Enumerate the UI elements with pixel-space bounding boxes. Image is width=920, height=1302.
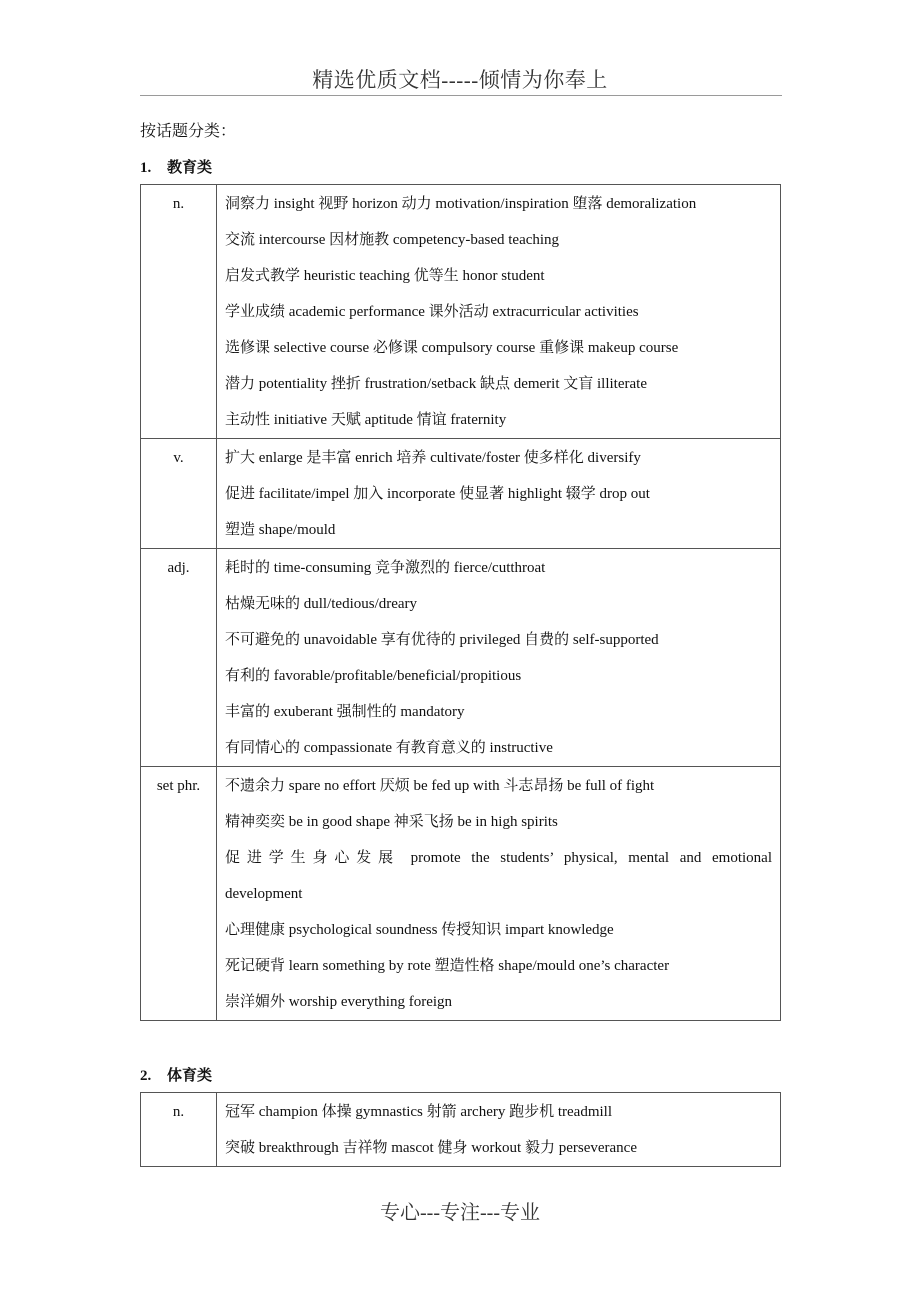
vocab-line: 洞察力 insight 视野 horizon 动力 motivation/inspiration 堕落 demoralization [225,196,697,212]
vocab-cell [217,1093,781,1167]
part-of-speech: set phr. [141,767,217,1021]
vocab-line: 交流 intercourse 因材施教 competency-based teaching [225,232,560,248]
vocab-line: 崇洋媚外 worship everything foreign [225,994,453,1010]
vocab-line: 耗时的 time-consuming 竞争激烈的 fierce/cutthroat [225,560,546,576]
vocab-line: 枯燥无味的 dull/tedious/dreary [225,596,418,612]
vocab-line: 精神奕奕 be in good shape 神采飞扬 be in high spirits [225,814,558,830]
vocab-line: 扩大 enlarge 是丰富 enrich 培养 cultivate/foster 使多样化 diversify [225,450,641,466]
table-row [141,439,781,549]
vocab-line: 潜力 potentiality 挫折 frustration/setback 缺点 demerit 文盲 illiterate [225,376,647,392]
vocab-cell [217,549,781,767]
vocab-line: 死记硬背 learn something by rote 塑造性格 shape/mould one’s character [225,958,670,974]
vocab-line: 不遗余力 spare no effort 厌烦 be fed up with 斗志昂扬 be full of fight [225,778,655,794]
vocab-line: 有利的 favorable/profitable/beneficial/propitious [225,668,522,684]
vocab-line: 启发式教学 heuristic teaching 优等生 honor student [225,268,545,284]
vocab-line: 促进学生身心发展 promote the students’ physical, mental and emotional [225,850,772,866]
vocab-line: 不可避免的 unavoidable 享有优待的 privileged 自费的 self-supported [225,632,659,648]
table-row [141,1093,781,1167]
section-title: 体育类 [167,1068,213,1084]
header-divider [140,95,782,96]
part-of-speech: n. [141,1093,217,1167]
vocab-cell [217,439,781,549]
vocab-line: 心理健康 psychological soundness 传授知识 impart knowledge [225,922,614,938]
table-row [141,185,781,439]
table-row [141,767,781,1021]
vocab-line: 突破 breakthrough 吉祥物 mascot 健身 workout 毅力 perseverance [225,1140,637,1156]
section-number: 1. [140,160,152,176]
page-header: 精选优质文档-----倾情为你奉上 [312,68,608,92]
table-row [141,549,781,767]
section-title: 教育类 [167,160,213,176]
part-of-speech: v. [141,439,217,549]
intro-heading: 按话题分类： [140,123,237,140]
vocab-line: development [225,886,303,902]
vocab-line: 学业成绩 academic performance 课外活动 extracurricular activities [225,304,639,320]
section-number: 2. [140,1068,152,1084]
vocab-line: 塑造 shape/mould [225,522,336,538]
vocab-cell [217,185,781,439]
section-heading-sports [140,1064,212,1085]
part-of-speech: adj. [141,549,217,767]
vocab-line: 冠军 champion 体操 gymnastics 射箭 archery 跑步机 treadmill [225,1104,613,1120]
vocab-line: 有同情心的 compassionate 有教育意义的 instructive [225,740,553,756]
section-heading-education [140,156,212,177]
vocab-line: 促进 facilitate/impel 加入 incorporate 使显著 highlight 辍学 drop out [225,486,650,502]
part-of-speech: n. [141,185,217,439]
vocab-line: 丰富的 exuberant 强制性的 mandatory [225,704,465,720]
vocab-line: 主动性 initiative 天赋 aptitude 情谊 fraternity [225,412,507,428]
vocab-line: 选修课 selective course 必修课 compulsory course 重修课 makeup course [225,340,679,356]
page-footer: 专心---专注---专业 [380,1202,540,1224]
vocab-table-education [140,184,781,1021]
vocab-cell [217,767,781,1021]
vocab-table-sports [140,1092,781,1167]
